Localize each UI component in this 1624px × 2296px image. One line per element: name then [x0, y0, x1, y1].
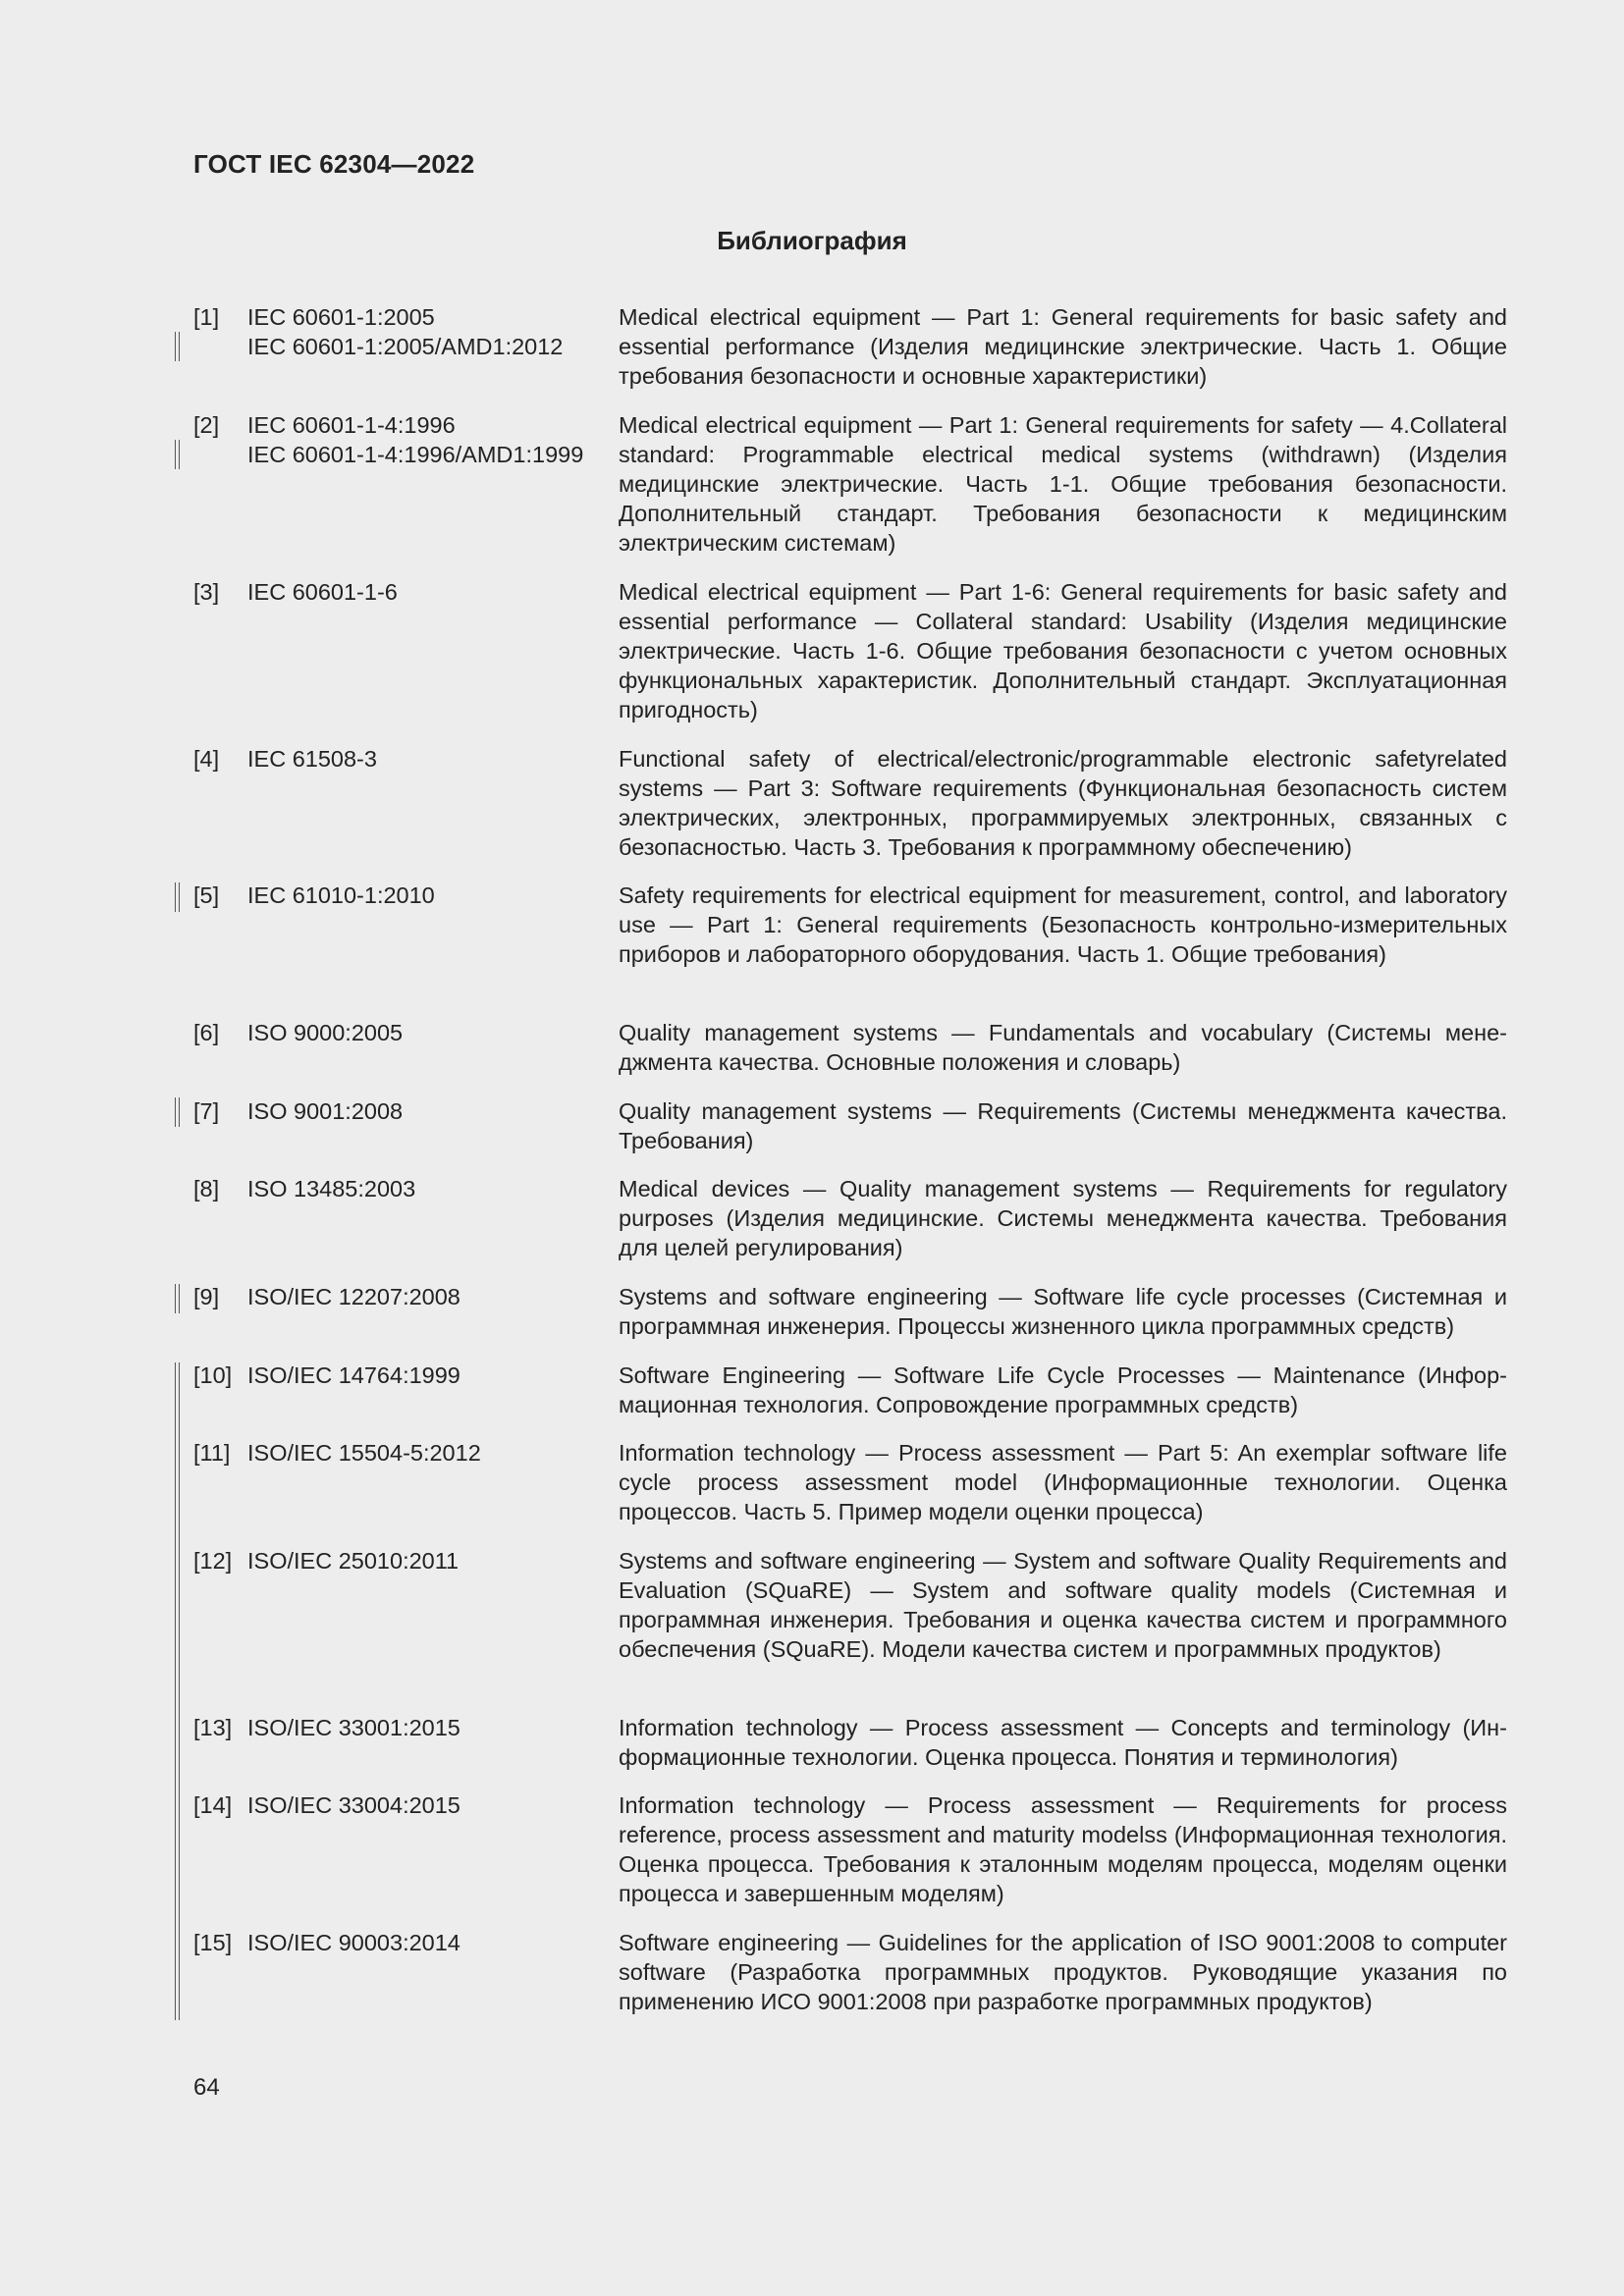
entry-number: [6] — [193, 1020, 220, 1045]
reference-line: IEC 60601-1-6 — [247, 579, 398, 605]
entry-reference — [247, 1790, 460, 1820]
entry-reference — [247, 1438, 481, 1468]
section-title: Библиография — [717, 226, 907, 255]
change-bar — [175, 332, 180, 361]
entry-description: Software engineering — Guidelines for the application of ISO 9001:2008 to computer software (Разработка программных продуктов. Руководящие указания по применению ИСО 9001:2008 при разработке программных продуктов) — [619, 1930, 1507, 2014]
entry-reference — [247, 1546, 459, 1575]
entry-reference — [247, 881, 435, 910]
entry-description: Medical electrical equipment — Part 1-6: General requirements for basic safety and essential performance — Collateral standard: Usability (Изделия медицинские электрические. Часть 1-6. Общие требования безопасности с учетом основных функциональных характеристик. Дополнительный стандарт. Эксплуатационная пригодность) — [619, 579, 1507, 722]
entry-description: Systems and software engineering — Software life cycle processes (Системная и программная инженерия. Процессы жизненного цикла программных средств) — [619, 1284, 1507, 1339]
reference-line: IEC 61010-1:2010 — [247, 882, 435, 908]
entry-number: [5] — [193, 882, 220, 908]
entry-number: [9] — [193, 1284, 220, 1309]
entry-description: Information technology — Process assessment — Concepts and terminology (Информационные технологии. Оценка процесса. Понятия и терминология) — [619, 1715, 1507, 1770]
reference-line: ISO/IEC 33001:2015 — [247, 1715, 460, 1740]
entry-reference — [247, 744, 377, 774]
entry-number: [14] — [193, 1792, 233, 1818]
entry-number: [2] — [193, 412, 220, 438]
entry-description: Systems and software engineering — System and software Quality Requirements and Evaluation (SQuaRE) — System and software quality models (Системная и программная инженерия. Требования и оценка качества систем и программного обеспечения (SQuaRE). Модели качества систем и программных продуктов) — [619, 1548, 1507, 1662]
entry-number: [15] — [193, 1930, 233, 1955]
entry-number: [12] — [193, 1548, 233, 1574]
change-bar — [175, 1097, 180, 1127]
reference-line: ISO/IEC 33004:2015 — [247, 1792, 460, 1818]
change-bar — [175, 440, 180, 469]
reference-line: ISO 9000:2005 — [247, 1020, 404, 1045]
entry-reference — [247, 1713, 460, 1742]
reference-line: ISO/IEC 15504-5:2012 — [247, 1440, 481, 1466]
entry-description: Software Engineering — Software Life Cycle Processes — Maintenance (Информационная технология. Сопровождение программных средств) — [619, 1362, 1507, 1417]
entry-number: [7] — [193, 1098, 220, 1124]
reference-line: ISO 13485:2003 — [247, 1176, 416, 1201]
entry-description: Quality management systems — Requirements (Системы менеджмента качества. Требования) — [619, 1098, 1507, 1153]
entry-description: Functional safety of electrical/electronic/programmable electronic safetyrelated systems — Part 3: Software requirements (Функциональная безопасность систем электрических, электронных, программируемых электронных, связанных с безопасностью. Часть 3. Требования к программному обеспечению) — [619, 746, 1507, 860]
entry-number: [4] — [193, 746, 220, 772]
entry-number: [11] — [193, 1440, 231, 1466]
entry-description: Information technology — Process assessment — Requirements for process reference, process assessment and maturity modelss (Информационная технология. Оценка процесса. Требования к эталонным моделям процесса, моделям оценки процесса и завершенным моделям) — [619, 1792, 1507, 1906]
entry-reference — [247, 577, 398, 607]
entry-reference — [247, 1361, 460, 1390]
entry-description: Medical electrical equipment — Part 1: General requirements for basic safety and essential performance (Изделия медицинские электрические. Часть 1. Общие требования безопасности и основные характеристики) — [619, 304, 1507, 389]
reference-line: IEC 60601-1-4:1996/AMD1:1999 — [247, 442, 584, 467]
entry-description: Safety requirements for electrical equipment for measurement, control, and laboratory use — Part 1: General requirements (Безопасность контрольно-измерительных приборов и лабораторного оборудования. Часть 1. Общие требования) — [619, 882, 1507, 967]
reference-line: IEC 60601-1-4:1996 — [247, 412, 456, 438]
entry-reference — [247, 410, 583, 469]
reference-line: ISO/IEC 12207:2008 — [247, 1284, 460, 1309]
page-number: 64 — [193, 2074, 220, 2101]
entry-reference — [247, 302, 563, 361]
entry-reference — [247, 1928, 460, 1957]
entry-description: Medical devices — Quality management systems — Requirements for regulatory purposes (Изделия медицинские. Системы менеджмента качества. Требования для целей регулирования) — [619, 1176, 1507, 1260]
change-bar — [175, 1362, 180, 2020]
entry-number: [3] — [193, 579, 220, 605]
entry-description: Quality management systems — Fundamentals and vocabulary (Системы менеджмента качества. Основные положения и словарь) — [619, 1020, 1507, 1075]
entry-reference — [247, 1018, 403, 1047]
reference-line: IEC 60601-1:2005 — [247, 304, 435, 330]
change-bar — [175, 1284, 180, 1313]
reference-line: ISO/IEC 90003:2014 — [247, 1930, 460, 1955]
entry-description: Information technology — Process assessment — Part 5: An exemplar software life cycle process assessment model (Информационные технологии. Оценка процессов. Часть 5. Пример модели оценки процесса) — [619, 1440, 1507, 1524]
reference-line: IEC 60601-1:2005/AMD1:2012 — [247, 334, 564, 359]
document-header: ГОСТ IEC 62304—2022 — [193, 149, 475, 179]
change-bar — [175, 882, 180, 912]
entry-description: Medical electrical equipment — Part 1: General requirements for safety — 4.Collateral standard: Programmable electrical medical systems (withdrawn) (Изделия медицинские электрические. Часть 1-1. Общие требования безопасности. Дополнительный стандарт. Требования безопасности к медицинским электрическим системам) — [619, 412, 1507, 556]
entry-reference — [247, 1096, 403, 1126]
reference-line: ISO/IEC 14764:1999 — [247, 1362, 460, 1388]
entry-number: [8] — [193, 1176, 220, 1201]
entry-reference — [247, 1174, 415, 1203]
reference-line: ISO 9001:2008 — [247, 1098, 404, 1124]
entry-number: [13] — [193, 1715, 233, 1740]
entry-number: [1] — [193, 304, 220, 330]
reference-line: ISO/IEC 25010:2011 — [247, 1548, 460, 1574]
entry-reference — [247, 1282, 460, 1311]
entry-number: [10] — [193, 1362, 233, 1388]
reference-line: IEC 61508-3 — [247, 746, 377, 772]
